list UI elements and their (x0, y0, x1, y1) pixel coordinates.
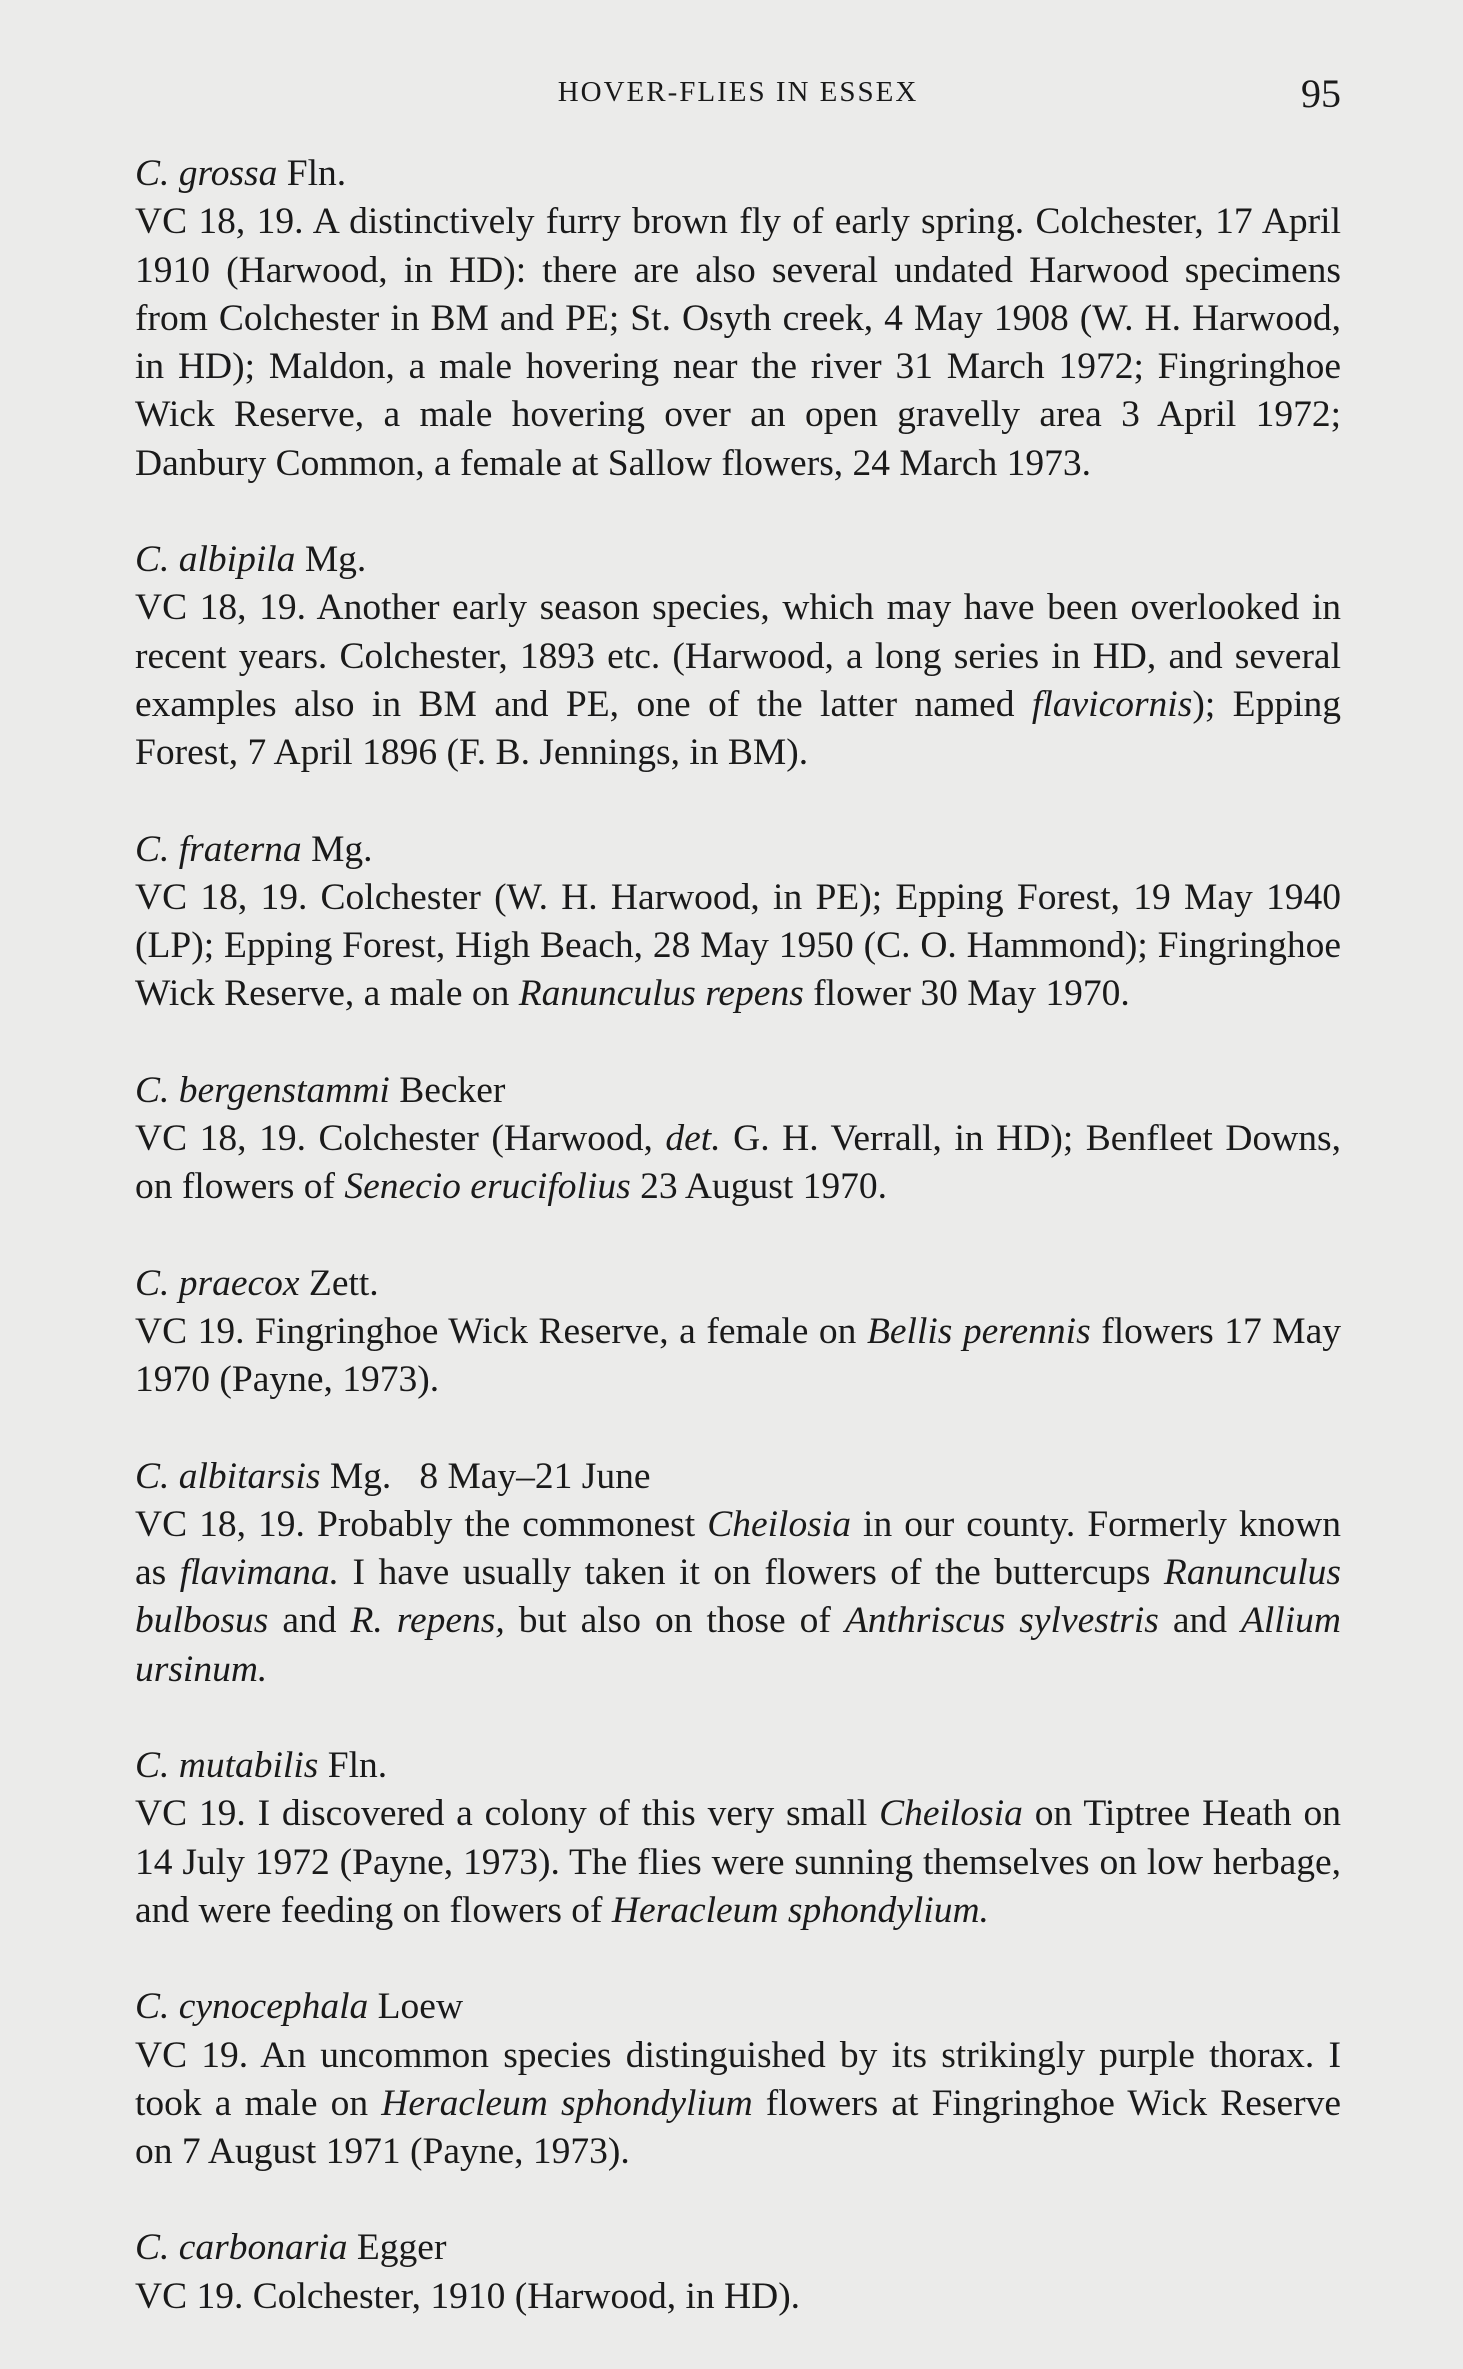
flight-period: 8 May–21 June (419, 1455, 651, 1497)
species-author: Loew (368, 1986, 464, 2028)
italic-text: Ranunculus bulbosus (135, 1552, 1341, 1642)
species-records (135, 874, 1341, 1019)
italic-text: Heracleum sphondylium. (611, 1889, 989, 1931)
record-text: G. H. Verrall, in HD); Benfleet Downs, on flowers of (135, 1118, 1341, 1208)
species-author: Egger (347, 2227, 447, 2269)
species-records (135, 2032, 1341, 2177)
italic-text: flavimana. (179, 1552, 340, 1594)
record-text: in our county. Formerly known as (135, 1503, 1342, 1594)
species-heading (135, 826, 1341, 874)
species-entry (135, 1067, 1341, 1212)
species-name: C. albitarsis (135, 1455, 321, 1497)
species-name: C. praecox (135, 1262, 300, 1304)
species-records (135, 2273, 1341, 2321)
record-text: flowers at Fingringhoe Wick Reserve on 7 August 1971 (Payne, 1973). (135, 2082, 1341, 2173)
species-entry (135, 1983, 1341, 2176)
record-text: ); Epping Forest, 7 April 1896 (F. B. Jennings, in BM). (135, 683, 1342, 774)
species-heading (135, 1742, 1341, 1790)
record-text: flowers 17 May 1970 (Payne, 1973). (135, 1310, 1341, 1401)
species-entry (135, 1742, 1341, 1935)
species-heading (135, 1067, 1341, 1115)
species-heading (135, 2224, 1341, 2272)
record-text: VC 19. Colchester, 1910 (Harwood, in HD). (135, 2275, 801, 2317)
italic-text: det. (665, 1118, 721, 1160)
species-author: Fln. (318, 1745, 388, 1787)
species-list (135, 150, 1341, 2369)
species-author: Mg. (320, 1455, 392, 1497)
species-entry (135, 150, 1341, 488)
record-text: but also on those of (504, 1600, 845, 1642)
italic-text: Anthriscus sylvestris (844, 1600, 1159, 1642)
record-text: VC 19. An uncommon species distinguished by its strikingly purple thorax. I took a male on (135, 2034, 1341, 2124)
record-text: VC 18, 19. Colchester (W. H. Harwood, in PE); Epping Forest, 19 May 1940 (LP); Epping Forest, High Beach, 28 May 1950 (C. O. Hammond); Fingringhoe Wick Reserve, a male on (135, 876, 1341, 1015)
species-author: Zett. (299, 1262, 379, 1304)
species-name: C. mutabilis (135, 1745, 319, 1787)
species-records (135, 1308, 1341, 1405)
species-heading (135, 1453, 1341, 1501)
record-text: I have usually taken it on flowers of the buttercups (339, 1552, 1164, 1594)
italic-text: R. repens, (350, 1600, 505, 1642)
record-text: and (1158, 1600, 1241, 1642)
page-number: 95 (1301, 71, 1341, 116)
italic-text: Bellis perennis (866, 1310, 1091, 1352)
record-text: VC 19. Fingringhoe Wick Reserve, a female on (135, 1310, 867, 1352)
species-name: C. cynocephala (135, 1986, 369, 2028)
species-records (135, 1115, 1341, 1212)
running-title: HOVER-FLIES IN ESSEX (557, 76, 919, 108)
record-text: VC 18, 19. Probably the commonest (135, 1503, 708, 1545)
species-name: C. carbonaria (135, 2227, 348, 2269)
italic-text: Cheilosia (707, 1503, 851, 1545)
species-heading (135, 150, 1341, 198)
record-text: VC 18, 19. Colchester (Harwood, (135, 1118, 666, 1160)
record-text: on Tiptree Heath on 14 July 1972 (Payne, 1973). The flies were sunning themselves on low herbage, and were feeding on flowers of (135, 1793, 1341, 1931)
species-entry (135, 2224, 1341, 2321)
species-records (135, 1790, 1341, 1935)
record-text: 23 August 1970. (630, 1166, 887, 1208)
species-author: Becker (389, 1069, 506, 1111)
italic-text: Cheilosia (879, 1793, 1023, 1835)
species-author: Fln. (277, 153, 347, 194)
species-heading (135, 1260, 1341, 1308)
species-records (135, 198, 1341, 488)
species-entry (135, 826, 1341, 1019)
species-entry (135, 536, 1341, 777)
italic-text: Senecio erucifolius (344, 1166, 631, 1208)
species-name: C. grossa (135, 153, 278, 194)
species-author: Mg. (301, 828, 373, 870)
species-heading (135, 1983, 1341, 2031)
italic-text: Heracleum sphondylium (381, 2082, 753, 2124)
italic-text: Ranunculus repens (518, 973, 804, 1015)
species-records (135, 584, 1341, 777)
species-heading (135, 536, 1341, 584)
italic-text: Allium ursinum. (135, 1600, 1341, 1690)
record-text: VC 18, 19. Another early season species, which may have been overlooked in recent years. Colchester, 1893 etc. (Harwood, a long series in HD, and several examples also in BM and PE, one of the latter named (135, 587, 1341, 725)
species-entry (135, 1260, 1341, 1405)
record-text: flower 30 May 1970. (803, 973, 1130, 1015)
italic-text: flavicornis (1031, 683, 1193, 725)
species-name: C. albipila (135, 539, 296, 581)
record-text: VC 18, 19. A distinctively furry brown fly of early spring. Colchester, 17 April 1910 (Harwood, in HD): there are also several undated Harwood specimens from Colchester in BM and PE; St. Osyth creek, 4 May 1908 (W. H. Harwood, in HD); Maldon, a male hovering near the river 31 March 1972; Fingringhoe Wick Reserve, a male hovering over an open gravelly area 3 April 1972; Danbury Common, a female at Sallow flowers, 24 March 1973. (135, 201, 1341, 484)
running-head (135, 70, 1341, 120)
species-records (135, 1501, 1341, 1694)
species-author: Mg. (295, 539, 367, 581)
record-text: VC 19. I discovered a colony of this very small (135, 1793, 880, 1835)
species-entry (135, 1453, 1341, 1694)
record-text: and (268, 1600, 351, 1642)
species-name: C. fraterna (135, 828, 302, 870)
species-name: C. bergenstammi (135, 1069, 390, 1111)
